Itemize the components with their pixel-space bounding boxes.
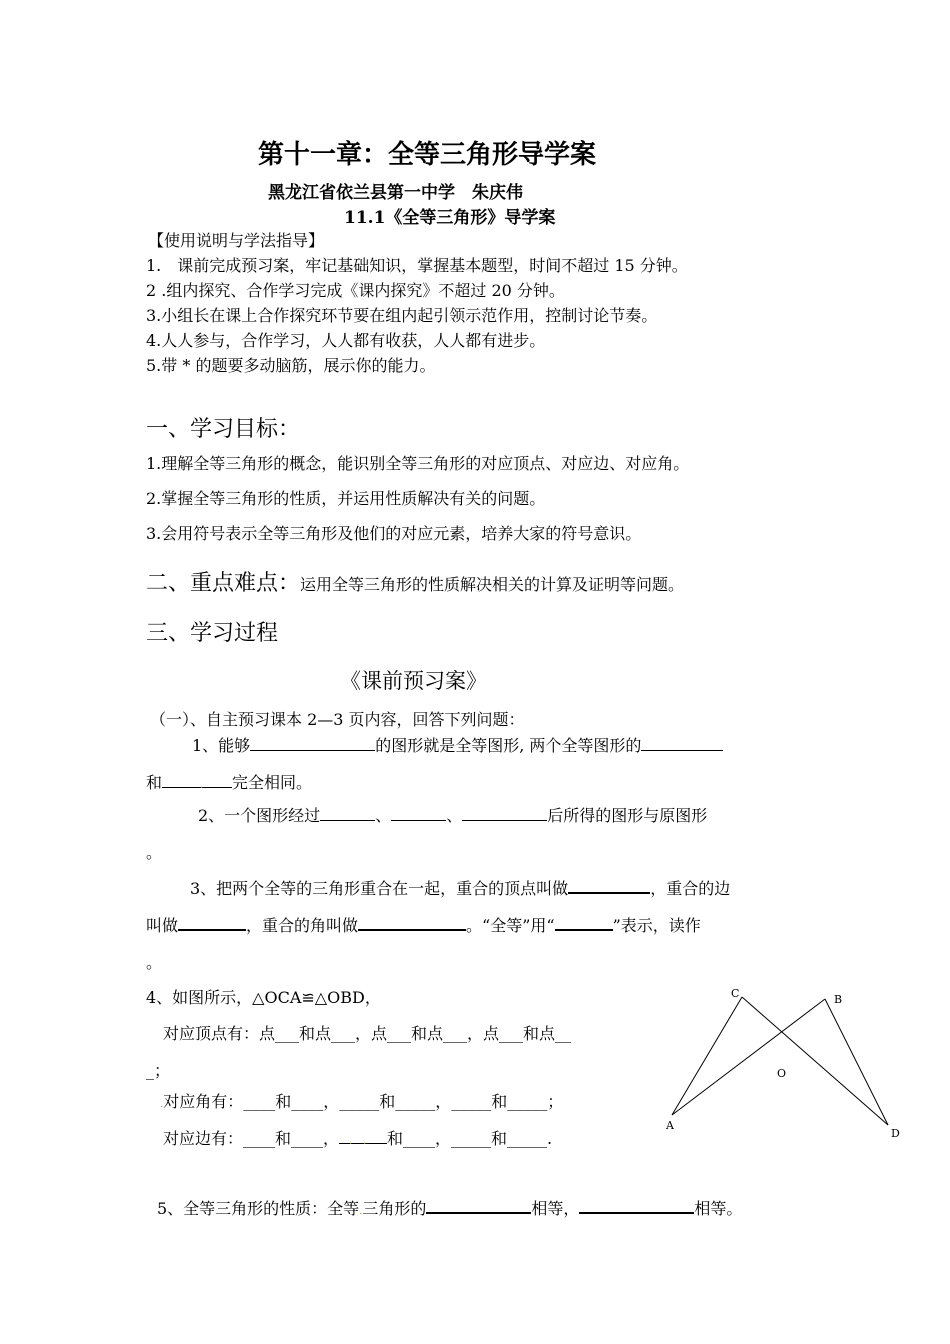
mark-dot: . xyxy=(349,1136,353,1147)
q1-text-d: 完全相同。 xyxy=(232,773,313,792)
q3-blank-2[interactable] xyxy=(178,913,246,931)
q3-text-f: ”表示，读作 xyxy=(612,916,701,935)
q1-blank-2[interactable] xyxy=(641,734,723,751)
q2-text-d: 后所得的图形与原图形 xyxy=(547,806,708,825)
instruction-item: 5.带 * 的题要多动脑筋，展示你的能力。 xyxy=(146,356,436,375)
key-points-text: 运用全等三角形的性质解决相关的计算及证明等问题。 xyxy=(300,575,685,594)
q1-text-b: 的图形就是全等图形, 两个全等图形的 xyxy=(375,736,642,755)
author-line: 黑龙江省依兰县第一中学 朱庆伟 xyxy=(268,183,523,203)
objectives-heading: 一、学习目标： xyxy=(146,417,301,442)
chapter-title: 第十一章：全等三角形导学案 xyxy=(258,140,597,170)
q3-end: 。 xyxy=(146,953,163,972)
label-a: A xyxy=(666,1119,674,1132)
q5-blank-1[interactable] xyxy=(426,1196,531,1214)
q3-blank-3[interactable] xyxy=(358,913,466,931)
objective-item: 2.掌握全等三角形的性质，并运用性质解决有关的问题。 xyxy=(146,489,546,508)
instructions-heading: 【使用说明与学法指导】 xyxy=(148,231,325,250)
mark-dot: . xyxy=(200,780,204,791)
lesson-title: 11.1《全等三角形》导学案 xyxy=(344,208,556,228)
q5-text-a: 5、全等三角形的性质：全等 xyxy=(157,1199,360,1218)
question-2-line-1 xyxy=(198,803,707,826)
q4-side-a: 对应边有：____和____， xyxy=(163,1129,340,1148)
label-o: O xyxy=(777,1067,787,1080)
instruction-item: 3.小组长在课上合作探究环节要在组内起引领示范作用，控制讨论节奏。 xyxy=(146,306,658,325)
question-3-line-2 xyxy=(146,913,701,936)
key-points xyxy=(146,566,684,597)
q1-text-a: 1、能够 xyxy=(192,736,251,755)
q4-side-b: 和____，_____和_____. xyxy=(387,1129,553,1148)
q2-text-c: 、 xyxy=(446,806,463,825)
q4-title: 4、如图所示，△OCA≌△OBD， xyxy=(146,988,381,1007)
q5-text-c: 相等， xyxy=(531,1199,580,1218)
label-c: C xyxy=(731,987,740,1000)
process-heading: 三、学习过程 xyxy=(146,621,279,646)
q2-text-b: 、 xyxy=(375,806,392,825)
key-points-heading: 二、重点难点： xyxy=(146,571,301,596)
instruction-item: 1. 课前完成预习案，牢记基础知识，掌握基本题型，时间不超过 15 分钟。 xyxy=(146,256,688,275)
instruction-item: 2 .组内探究、合作学习完成《课内探究》不超过 20 分钟。 xyxy=(146,281,565,300)
q4-side-line xyxy=(163,1126,552,1149)
q4-angle: 对应角有：____和____，_____和_____，_____和_____； xyxy=(163,1092,564,1111)
q1-blank-3[interactable] xyxy=(162,771,232,791)
q5-text-b: 三角形的 xyxy=(362,1199,427,1218)
objective-item: 1.理解全等三角形的概念，能识别全等三角形的对应顶点、对应边、对应角。 xyxy=(146,454,690,473)
q3-text-c: 叫做 xyxy=(146,916,179,935)
preview-intro: （一）、自主预习课本 2—3 页内容，回答下列问题： xyxy=(150,710,525,729)
question-1-line-1 xyxy=(192,733,723,756)
q3-blank-4[interactable] xyxy=(555,913,613,931)
q2-blank-2[interactable] xyxy=(391,804,446,821)
q1-blank-1[interactable] xyxy=(250,734,375,751)
q4-angle-line xyxy=(160,1089,563,1112)
instruction-item: 4.人人参与，合作学习，人人都有收获，人人都有进步。 xyxy=(146,331,546,350)
label-b: B xyxy=(834,993,843,1006)
q5-text-d: 相等。 xyxy=(694,1199,743,1218)
question-5 xyxy=(157,1196,742,1219)
q2-blank-1[interactable] xyxy=(320,804,375,821)
question-1-line-2 xyxy=(146,770,312,793)
q5-blank-2[interactable] xyxy=(579,1196,694,1214)
segment-ca xyxy=(672,997,742,1115)
q3-text-d: ，重合的角叫做 xyxy=(246,916,359,935)
mark-dot: . xyxy=(160,1099,164,1110)
mark-dot: . xyxy=(359,1206,363,1217)
segment-bd xyxy=(825,999,888,1125)
q2-end: 。 xyxy=(146,843,163,862)
mark-dot: . xyxy=(363,1136,367,1147)
q3-blank-1[interactable] xyxy=(568,876,650,894)
q3-text-b: ，重合的边 xyxy=(650,879,731,898)
label-d: D xyxy=(891,1127,900,1140)
segment-cd xyxy=(742,997,888,1125)
q4-vertex: 对应顶点有：点___和点___，点___和点___，点___和点__ xyxy=(163,1024,572,1043)
q3-text-a: 3、把两个全等的三角形重合在一起，重合的顶点叫做 xyxy=(190,879,569,898)
segment-ab xyxy=(672,999,825,1115)
question-3-line-1 xyxy=(190,876,730,899)
objective-item: 3.会用符号表示全等三角形及他们的对应元素，培养大家的符号意识。 xyxy=(146,524,642,543)
q3-text-e: 。“全等”用“ xyxy=(466,916,555,935)
q1-text-c: 和 xyxy=(146,773,163,792)
preview-heading: 《课前预习案》 xyxy=(340,669,487,693)
q2-text-a: 2、一个图形经过 xyxy=(198,806,321,825)
q4-vertex-end: _； xyxy=(146,1061,171,1080)
congruent-triangles-figure xyxy=(660,985,910,1145)
q4-side-blank[interactable] xyxy=(339,1127,387,1147)
q2-blank-3[interactable] xyxy=(462,804,547,821)
